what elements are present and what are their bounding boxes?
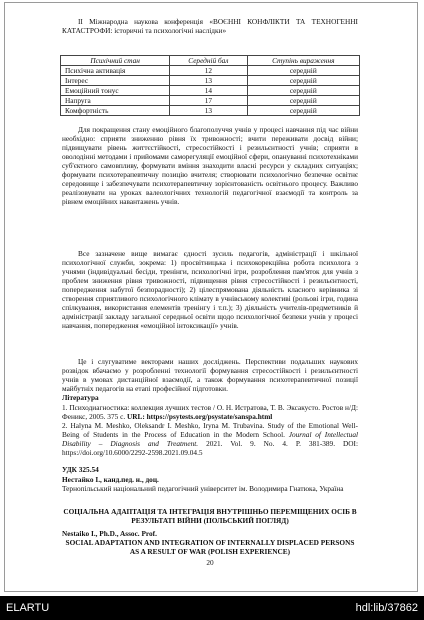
reference-2-authors-title: 2. Halyna M. Meshko, Oleksandr I. Meshko, Iryna M. Trubavina. Study of the Emotional Well-Being of Students in the Process of Education in the Modern School.	[62, 421, 358, 439]
footer-bar	[0, 596, 424, 620]
table-cell: середній	[247, 86, 359, 96]
table-cell: Емоційний тонус	[61, 86, 170, 96]
table-cell: середній	[247, 96, 359, 106]
footer-repository-label: ELARTU	[6, 602, 50, 614]
table-cell: середній	[247, 106, 359, 116]
reference-1-text: 1. Психодиагностика: коллекция лучших тестов / О. Н. Истратова, Т. В. Эксакусто. Ростов н/Д: Феникс, 2005. 375 с.	[62, 403, 358, 421]
author-ua: Нестайко І., канд.пед. н., доц.	[62, 475, 159, 484]
table-cell: середній	[247, 76, 359, 86]
table-header-row	[61, 56, 360, 66]
table-row	[61, 76, 360, 86]
paragraph-recommendations: Для покращення стану емоційного благополуччя учнів у процесі навчання під час війни необхідно: сприяти зниженню рівня їх тривожності; вчити переживати досвід війни; підвищувати рівень життєстійкості, стресостійкості і резильєнтності учнів; сприяти в оволодінні методами і прийомами саморегуляції емоційної сфери, опануванні психотехніками суб'єктного самовпливу, формувати вміння знаходити власні ресурси у складних ситуаціях; формувати психотерапевтичну позицію вчителя; створювати психологічно безпечне освітнє середовище і забезпечувати психотерапевтичну зорієнтованість освітнього процесу. Важливо реалізовувати на уроках валеологічних технологій педагогічної взаємодії та контроль за рівнем емоційних навантажень учнів.	[62, 125, 358, 206]
table-cell: 13	[170, 106, 247, 116]
table-row	[61, 106, 360, 116]
paragraph-perspectives: Це і слугуватиме векторами наших досліджень. Перспективи подальших наукових розвідок вбачаємо у розробленні технології формування стресостійкості і резильєнтності учнів в умовах дистанційної взаємодії, а також формування психотерапевтичної позиції майбутніх педагогів на етапі професійної підготовки.	[62, 357, 358, 393]
paragraph-joint-efforts: Все зазначене вище вимагає єдності зусиль педагогів, адміністрації і шкільної психологічної служби, зокрема: 1) просвітницька і психокорекційна робота психолога з учнями (індивідуальні бесіди, тренінги, психологічні ігри, розроблення пам'яток для учнів з проблем зниження рівня тривожності, підвищення рівня стресостійкості і резильєнтності, попередження набутої безпорадності); 2) цілеспрямована діяльність класного керівника зі створення сприятливого психологічного клімату в учнівському колективі (рольові ігри, година спілкування, використання елементів тренінгу і т.п.); 3) діяльність учителів-предметників й адміністрації закладу загальної середньої освіти щодо психологічної безпеки учнів у процесі навчання, попередження «емоційної інтоксикації» учнів.	[62, 249, 358, 330]
reference-1	[62, 403, 358, 421]
table-cell: Комфортність	[61, 106, 170, 116]
page-number: 20	[206, 558, 214, 567]
table-cell: 17	[170, 96, 247, 106]
table-cell: середній	[247, 66, 359, 76]
table-header-cell: Ступінь вираження	[247, 56, 359, 66]
table-cell: Інтерес	[61, 76, 170, 86]
table-cell: 13	[170, 76, 247, 86]
mental-state-table	[60, 55, 360, 116]
affiliation-ua: Тернопільський національний педагогічний університет ім. Володимира Гнатюка, Україна	[62, 484, 344, 493]
table-cell: 14	[170, 86, 247, 96]
author-en: Nestaiko I., Ph.D., Assoc. Prof.	[62, 529, 157, 538]
article-title-en: SOCIAL ADAPTATION AND INTEGRATION OF INTERNALLY DISPLACED PERSONS AS A RESULT OF WAR (POLISH EXPERIENCE)	[65, 538, 355, 556]
reference-2-details: 2021. Vol. 9. No. 4. P. 381-389. DOI: https://doi.org/10.6000/2292-2598.2021.09.04.5	[62, 439, 359, 457]
table-cell: Психічна активація	[61, 66, 170, 76]
table-row	[61, 86, 360, 96]
table-cell: 12	[170, 66, 247, 76]
reference-2-journal: Journal of Intellectual Disability – Diagnosis and Treatment.	[62, 430, 358, 448]
article-title-ua: СОЦІАЛЬНА АДАПТАЦІЯ ТА ІНТЕГРАЦІЯ ВНУТРІШНЬО ПЕРЕМІЩЕНИХ ОСІБ В РЕЗУЛЬТАТІ ВІЙНИ (ПОЛЬСЬКИЙ ПОГЛЯД)	[63, 507, 357, 525]
footer-handle-label: hdl:lib/37862	[355, 602, 418, 614]
reference-1-url[interactable]: URL: https://psytests.org/psystate/sanspa.html	[126, 412, 273, 421]
table-header-cell: Психічний стан	[61, 56, 170, 66]
table-header-cell: Середній бал	[170, 56, 247, 66]
table-cell: Напруга	[61, 96, 170, 106]
table-row	[61, 66, 360, 76]
references-heading: Література	[62, 393, 99, 402]
table-row	[61, 96, 360, 106]
reference-2	[62, 421, 358, 457]
udc-code: УДК 325.54	[62, 465, 99, 474]
conference-header: ІІ Міжнародна наукова конференція «ВОЄННІ КОНФЛІКТИ ТА ТЕХНОГЕННІ КАТАСТРОФИ: історичні та психологічні наслідки»	[62, 17, 358, 35]
